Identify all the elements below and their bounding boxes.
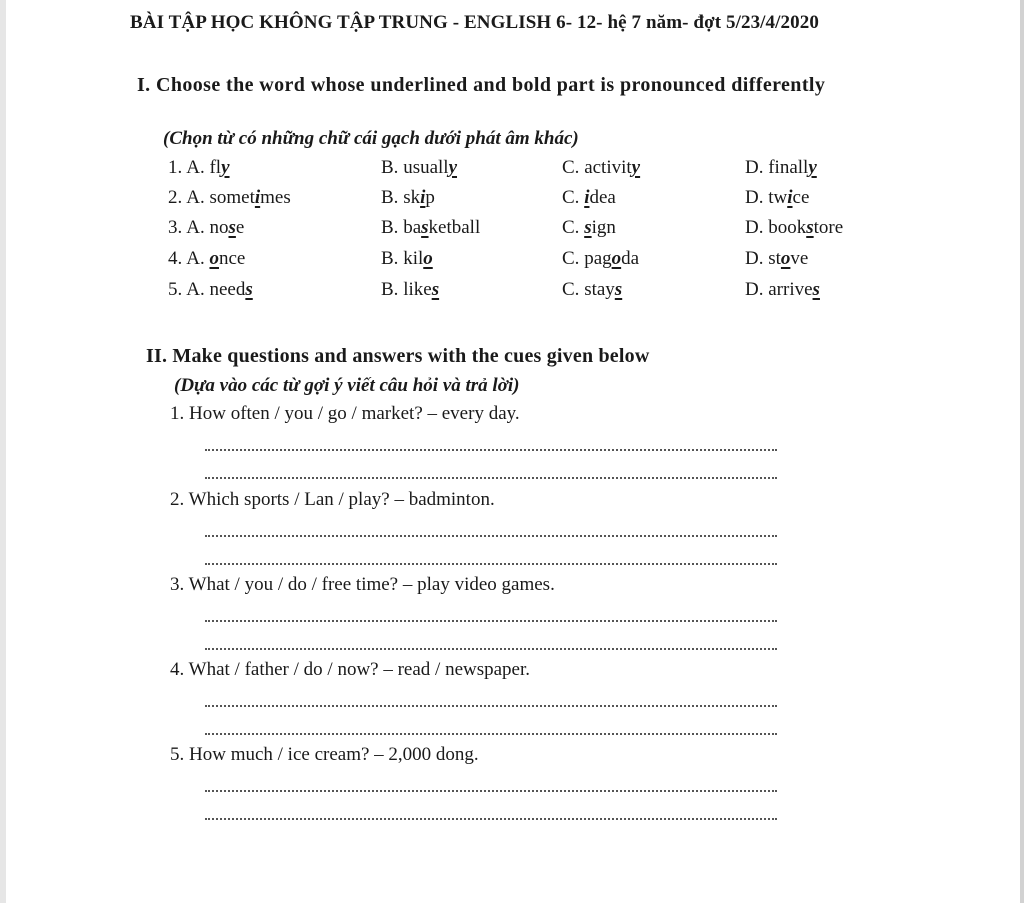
answer-option: [745, 248, 808, 270]
answer-option: [745, 157, 817, 179]
option-label: D.: [745, 187, 764, 208]
option-label: B.: [381, 248, 399, 269]
option-label: D.: [745, 157, 764, 178]
word-part: tore: [813, 217, 844, 238]
word-part: tw: [768, 187, 788, 208]
word-part: fl: [209, 157, 222, 178]
answer-option: [562, 279, 622, 301]
word-part: mes: [260, 187, 291, 208]
answer-line: [205, 477, 777, 479]
option-label: A.: [186, 187, 205, 208]
option-label: A.: [186, 248, 205, 269]
option-label: D.: [745, 248, 764, 269]
word-part: ve: [790, 248, 809, 269]
underlined-bold-letter: y: [221, 157, 230, 178]
word-part: dea: [589, 187, 616, 208]
underlined-bold-letter: i: [787, 187, 793, 208]
answer-option: [381, 217, 480, 239]
word-part: need: [209, 279, 246, 300]
section2-subtitle: (Dựa vào các từ gợi ý viết câu hỏi và trả lời): [174, 375, 520, 396]
word-part: ketball: [428, 217, 481, 238]
answer-option: [381, 157, 457, 179]
answer-option: [168, 248, 245, 270]
option-label: B.: [381, 217, 399, 238]
word-part: somet: [209, 187, 255, 208]
option-label: C.: [562, 279, 580, 300]
word-part: book: [768, 217, 807, 238]
answer-option: [381, 279, 439, 301]
answer-line: [205, 790, 777, 792]
word-part: ce: [792, 187, 810, 208]
answer-option: [168, 187, 291, 209]
word-part: da: [621, 248, 640, 269]
word-part: stay: [584, 279, 615, 300]
answer-option: [562, 248, 639, 270]
option-label: D.: [745, 217, 764, 238]
underlined-bold-letter: s: [431, 279, 440, 300]
question-cue: 4. What / father / do / now? – read / newspaper.: [170, 659, 531, 680]
question-number: 1.: [168, 157, 183, 178]
word-part: finall: [768, 157, 809, 178]
answer-line: [205, 535, 777, 537]
answer-line: [205, 449, 777, 451]
underlined-bold-letter: y: [631, 157, 641, 178]
page-right-edge: [1020, 0, 1024, 903]
option-label: D.: [745, 279, 764, 300]
section1-heading: I. Choose the word whose underlined and bold part is pronounced differently: [137, 74, 826, 96]
answer-option: [168, 217, 244, 239]
answer-line: [205, 620, 777, 622]
underlined-bold-letter: s: [584, 217, 592, 238]
option-label: B.: [381, 279, 399, 300]
option-label: C.: [562, 217, 580, 238]
word-part: pag: [584, 248, 612, 269]
question-number: 5.: [168, 279, 183, 300]
answer-option: [168, 157, 230, 179]
answer-option: [745, 279, 820, 301]
answer-option: [562, 157, 640, 179]
answer-line: [205, 733, 777, 735]
option-label: B.: [381, 157, 399, 178]
underlined-bold-letter: y: [448, 157, 458, 178]
document-title: BÀI TẬP HỌC KHÔNG TẬP TRUNG - ENGLISH 6- 12- hệ 7 năm- đợt 5/23/4/2020: [130, 12, 819, 33]
answer-option: [745, 187, 809, 209]
underlined-bold-letter: s: [228, 217, 236, 238]
word-part: arrive: [768, 279, 813, 300]
underlined-bold-letter: s: [614, 279, 623, 300]
option-label: C.: [562, 187, 580, 208]
underlined-bold-letter: y: [808, 157, 817, 178]
underlined-bold-letter: o: [780, 248, 791, 269]
word-part: kil: [403, 248, 424, 269]
question-cue: 1. How often / you / go / market? – every day.: [170, 403, 520, 424]
question-cue: 5. How much / ice cream? – 2,000 dong.: [170, 744, 479, 765]
question-number: 4.: [168, 248, 183, 269]
question-cue: 3. What / you / do / free time? – play video games.: [170, 574, 555, 595]
answer-option: [168, 279, 253, 301]
underlined-bold-letter: s: [812, 279, 820, 300]
section2-heading: II. Make questions and answers with the cues given below: [146, 345, 650, 367]
answer-line: [205, 648, 777, 650]
question-number: 3.: [168, 217, 183, 238]
answer-option: [745, 217, 843, 239]
underlined-bold-letter: i: [254, 187, 261, 208]
word-part: sk: [403, 187, 421, 208]
underlined-bold-letter: i: [584, 187, 590, 208]
option-label: A.: [186, 157, 205, 178]
answer-line: [205, 705, 777, 707]
question-number: 2.: [168, 187, 183, 208]
word-part: usuall: [403, 157, 449, 178]
option-label: C.: [562, 157, 580, 178]
page-left-edge: [0, 0, 6, 903]
answer-line: [205, 818, 777, 820]
answer-line: [205, 563, 777, 565]
option-label: B.: [381, 187, 399, 208]
option-label: A.: [186, 279, 205, 300]
underlined-bold-letter: s: [245, 279, 253, 300]
option-label: C.: [562, 248, 580, 269]
word-part: activit: [584, 157, 632, 178]
word-part: ba: [403, 217, 422, 238]
word-part: ign: [591, 217, 616, 238]
word-part: e: [235, 217, 245, 238]
word-part: st: [768, 248, 781, 269]
underlined-bold-letter: s: [421, 217, 429, 238]
section1-subtitle: (Chọn từ có những chữ cái gạch dưới phát âm khác): [163, 128, 579, 149]
underlined-bold-letter: i: [420, 187, 426, 208]
answer-option: [381, 248, 433, 270]
answer-option: [562, 217, 616, 239]
underlined-bold-letter: o: [423, 248, 433, 269]
underlined-bold-letter: o: [209, 248, 219, 269]
question-cue: 2. Which sports / Lan / play? – badminton.: [170, 489, 495, 510]
answer-option: [381, 187, 435, 209]
word-part: nce: [218, 248, 246, 269]
option-label: A.: [186, 217, 205, 238]
word-part: like: [403, 279, 432, 300]
underlined-bold-letter: s: [806, 217, 814, 238]
word-part: no: [209, 217, 229, 238]
underlined-bold-letter: o: [611, 248, 622, 269]
word-part: p: [425, 187, 435, 208]
answer-option: [562, 187, 616, 209]
